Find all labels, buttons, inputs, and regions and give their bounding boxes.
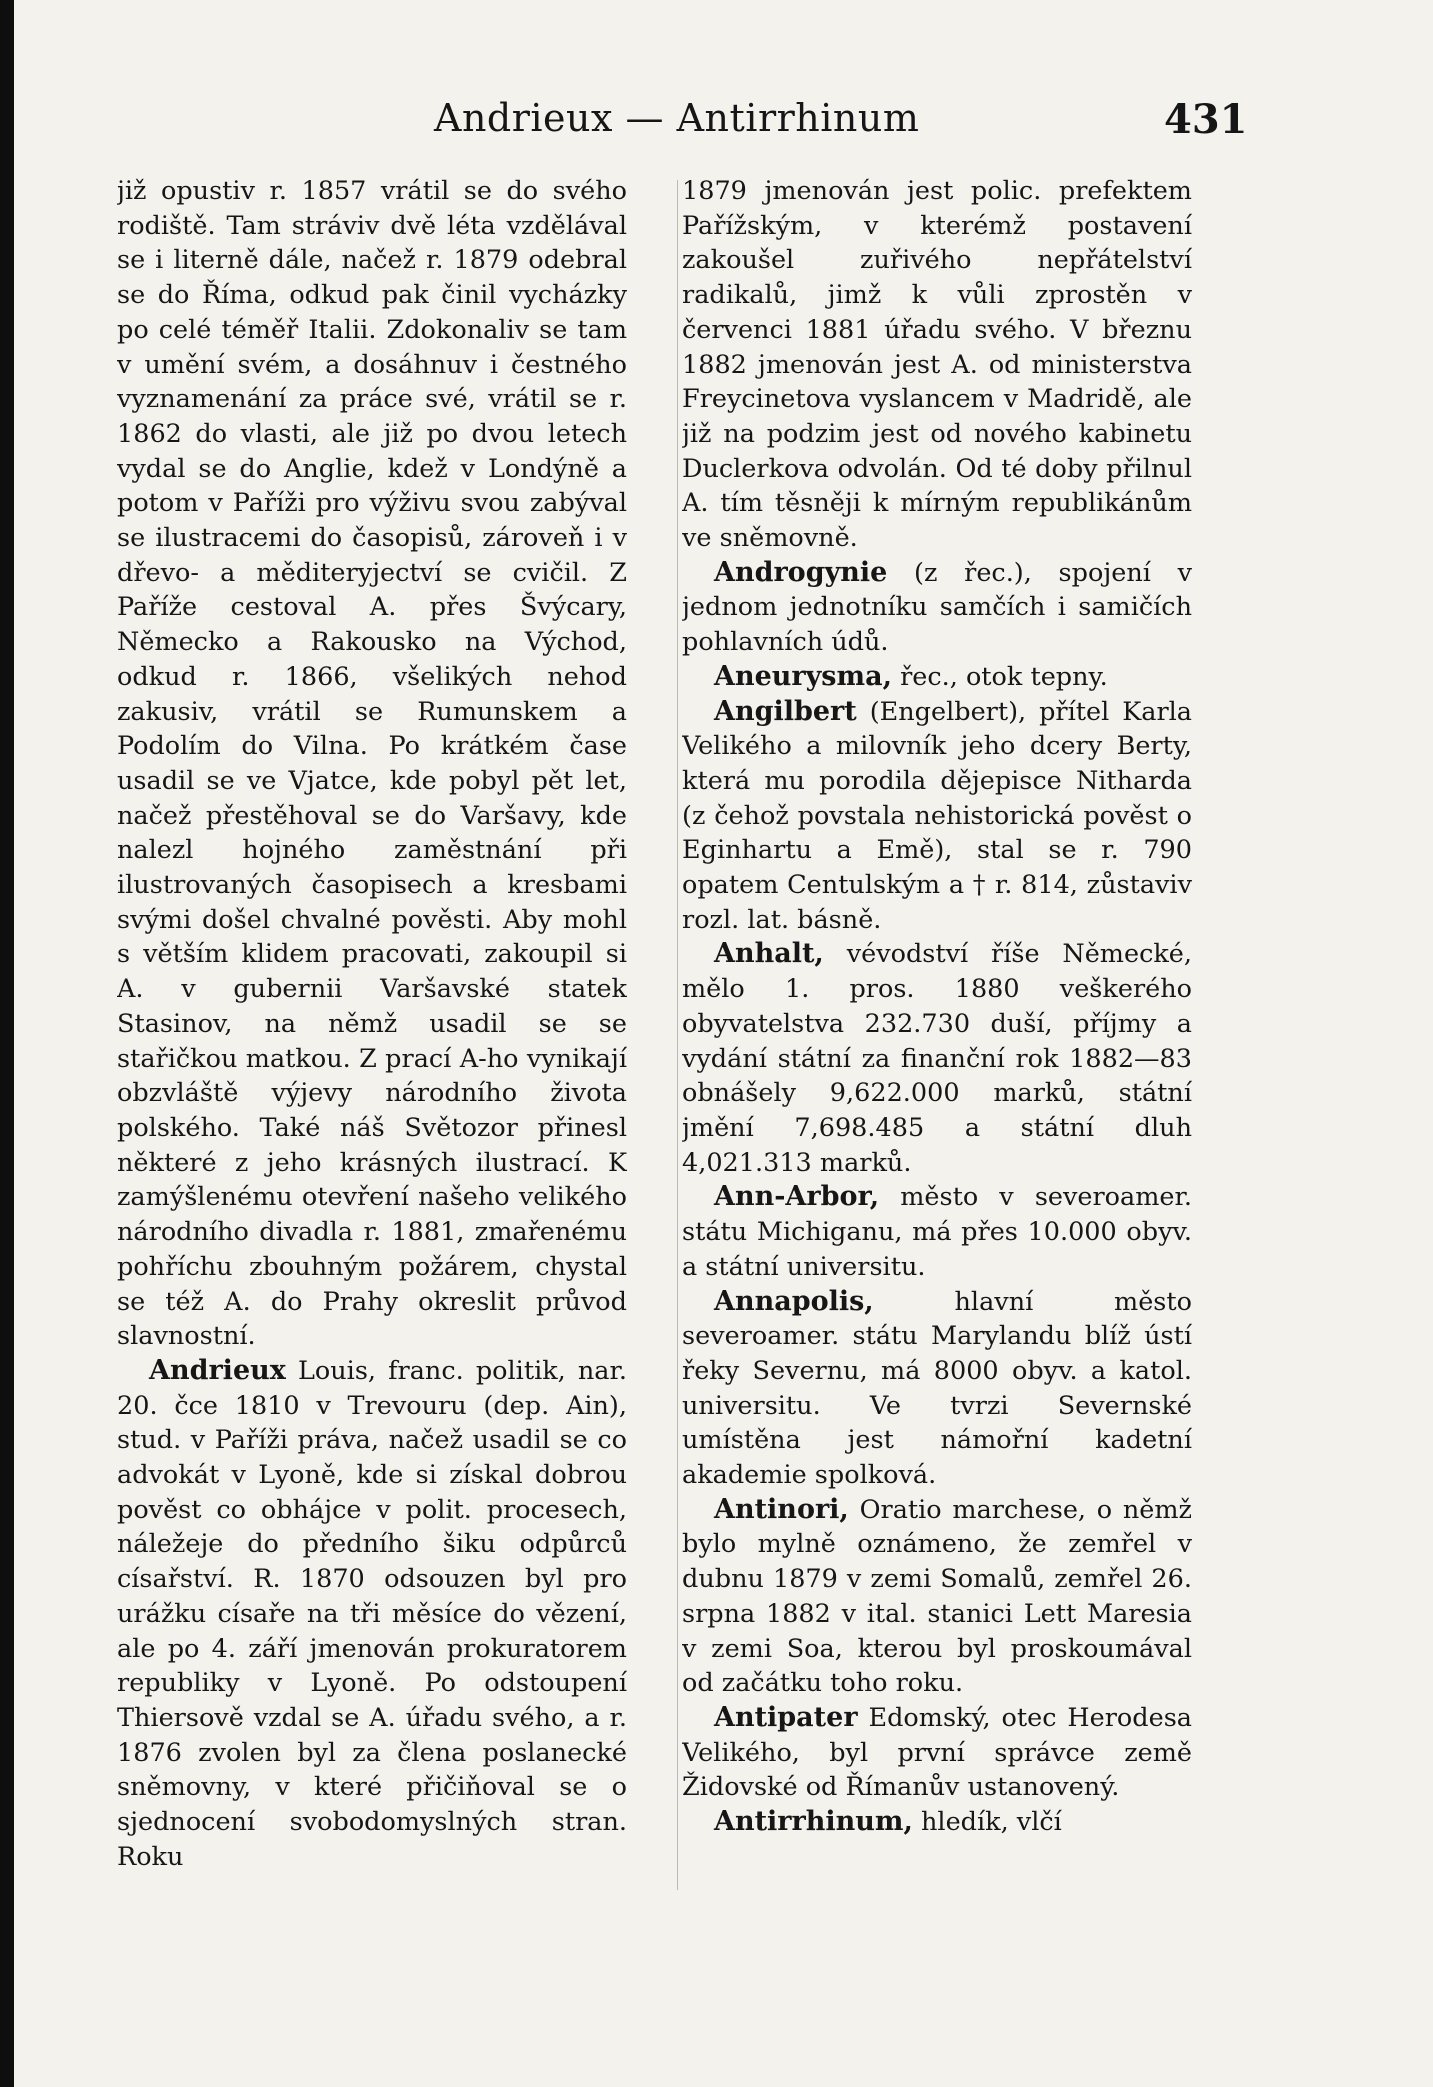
entry-antipater [682, 1701, 1192, 1805]
entry-text: Louis, franc. politik, nar. 20. čce 1810 v Trevouru (dep. Ain), stud. v Paříži práva, načež usadil se co advokát v Lyoně, kde si získal dobrou pověst co obhájce v polit. procesech, náležeje do předního šiku odpůrců císařství. R. 1870 odsouzen byl pro urážku císaře na tři měsíce do vězení, ale po 4. září jmenován prokuratorem republiky v Lyoně. Po odstoupení Thiersově vzdal se A. úřadu svého, a r. 1876 zvolen byl za člena poslanecké sněmovny, v které přičiňoval se o sjednocení svobodomyslných stran. Roku [117, 1355, 627, 1872]
entry-antirrhinum [682, 1805, 1192, 1840]
entry-headword: Andrieux [149, 1354, 286, 1386]
running-title: Andrieux — Antirrhinum [434, 96, 920, 140]
entry-headword: Angilbert [714, 695, 857, 727]
entry-headword: Androgynie [714, 556, 888, 588]
page-header [14, 96, 1433, 146]
page-number: 431 [1164, 96, 1248, 143]
entry-andrieux [117, 1354, 627, 1875]
entry-text: (Engelbert), přítel Karla Velikého a milovník jeho dcery Berty, která mu porodila dějepisce Nitharda (z čehož povstala nehistorická pověst o Eginhartu a Emě), stal se r. 790 opatem Centulským a † r. 814, zůstaviv rozl. lat. básně. [682, 696, 1192, 935]
entry-continuation: již opustiv r. 1857 vrátil se do svého rodiště. Tam stráviv dvě léta vzdělával se i literně dále, načež r. 1879 odebral se do Říma, odkud pak činil vycházky po celé téměř Italii. Zdokonaliv se tam v umění svém, a dosáhnuv i čestného vyznamenání za práce své, vrátil se r. 1862 do vlasti, ale již po dvou letech vydal se do Anglie, kdež v Londýně a potom v Paříži pro výživu svou zabýval se ilustracemi do časopisů, zároveň i v dřevo- a měditeryjectví se cvičil. Z Paříže cestoval A. přes Švýcary, Německo a Rakousko na Východ, odkud r. 1866, všelikých nehod zakusiv, vrátil se Rumunskem a Podolím do Vilna. Po krátkém čase usadil se ve Vjatce, kde pobyl pět let, načež přestěhoval se do Varšavy, kde nalezl hojného zaměstnání při ilustrovaných časopisech a kresbami svými došel chvalné pověsti. Aby mohl s větším klidem pracovati, zakoupil si A. v gubernii Varšavské statek Stasinov, na němž usadil se se stařičkou matkou. Z prací A-ho vynikají obzvláště výjevy národního života polského. Také náš Světozor přinesl některé z jeho krásných ilustrací. K zamýšlenému otevření našeho velikého národního divadla r. 1881, zmařenému pohříchu zbouhným požárem, chystal se též A. do Prahy okreslit průvod slavnostní. [117, 176, 627, 1352]
entry-headword: Antipater [714, 1701, 858, 1733]
entry-headword: Aneurysma, [714, 660, 892, 692]
entry-text: Oratio marchese, o němž bylo mylně oznámeno, že zemřel v dubnu 1879 v zemi Somalů, zemřel 26. srpna 1882 v ital. stanici Lett Maresia v zemi Soa, kterou byl proskoumával od začátku toho roku. [682, 1494, 1192, 1699]
entry-headword: Annapolis, [714, 1285, 874, 1317]
entry-headword: Anhalt, [714, 938, 824, 970]
entry-continuation: 1879 jmenován jest polic. prefektem Pařížským, v kterémž postavení zakoušel zuřivého nepřátelství radikalů, jimž k vůli zprostěn v červenci 1881 úřadu svého. V březnu 1882 jmenován jest A. od ministerstva Freycinetova vyslancem v Madridě, ale již na podzim jest od nového kabinetu Duclerkova odvolán. Od té doby přilnul A. tím těsněji k mírným republikánům ve sněmovně. [682, 176, 1192, 554]
entry-anhalt [682, 937, 1192, 1180]
column-divider [677, 180, 678, 1890]
entry-angilbert [682, 695, 1192, 938]
right-column [682, 174, 1192, 1924]
entry-text: hlavní město severoamer. státu Marylandu blíž ústí řeky Severnu, má 8000 obyv. a katol. universitu. Ve tvrzi Severnské umístěna jest námořní kadetní akademie spolková. [682, 1286, 1192, 1491]
entry-aneurysma [682, 660, 1192, 695]
entry-text: řec., otok tepny. [900, 661, 1108, 692]
entry-headword: Ann-Arbor, [714, 1181, 880, 1213]
book-page [14, 0, 1433, 2087]
entry-text: (z řec.), spojení v jednom jednotníku samčích i samičích pohlavních údů. [682, 557, 1192, 658]
entry-headword: Antinori, [714, 1493, 849, 1525]
left-column [117, 174, 627, 1924]
entry-text: vévodství říše Německé, mělo 1. pros. 1880 veškerého obyvatelstva 232.730 duší, příjmy a vydání státní za finanční rok 1882—83 obnášely 9,622.000 marků, státní jmění 7,698.485 a státní dluh 4,021.313 marků. [682, 939, 1192, 1178]
entry-androgynie [682, 556, 1192, 660]
entry-annapolis [682, 1285, 1192, 1493]
entry-text: hledík, vlčí [920, 1807, 1062, 1838]
entry-antinori [682, 1493, 1192, 1701]
entry-text: Edomský, otec Herodesa Velikého, byl první správce země Židovské od Římanův ustanovený. [682, 1702, 1192, 1803]
entry-headword: Antirrhinum, [714, 1806, 913, 1838]
entry-text: město v severoamer. státu Michiganu, má přes 10.000 obyv. a státní universitu. [682, 1182, 1192, 1282]
entry-ann-arbor [682, 1180, 1192, 1284]
